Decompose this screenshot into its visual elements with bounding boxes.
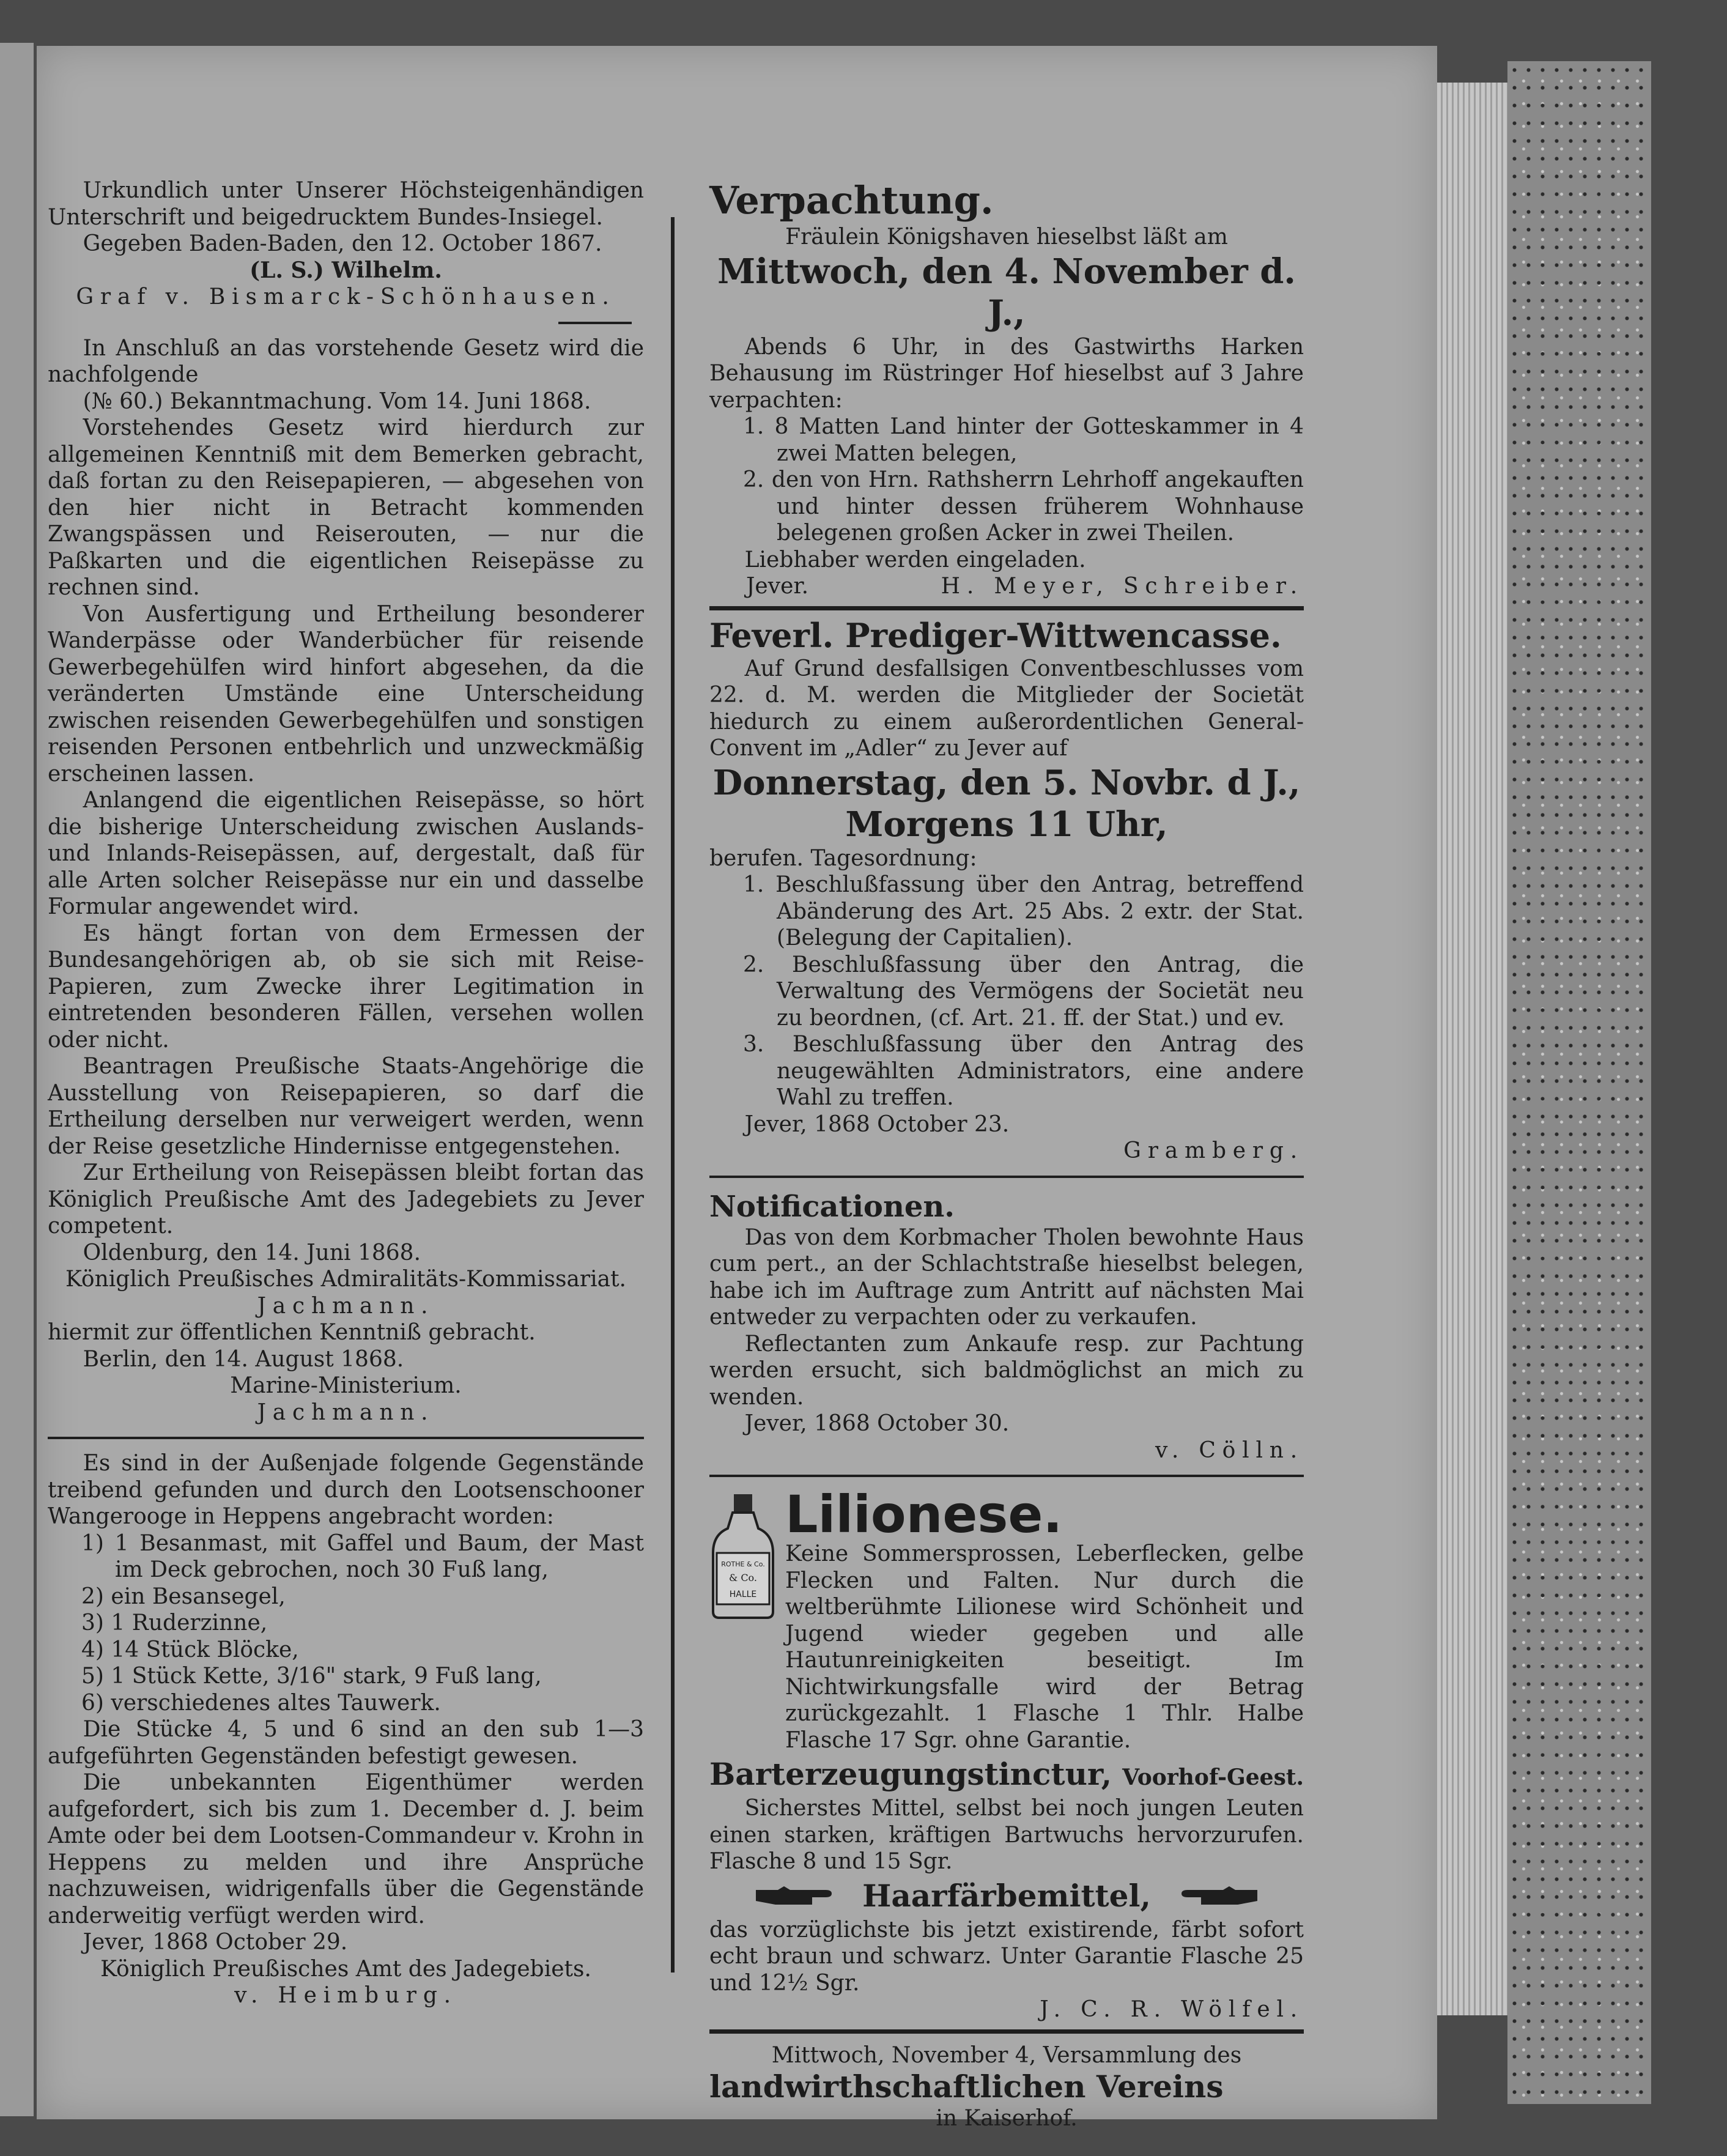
bottle-label-city: HALLE bbox=[729, 1590, 757, 1599]
left-column bbox=[48, 177, 644, 2043]
notice-paragraph: Es hängt fortan von dem Ermessen der Bundesangehörigen ab, ob sie sich mit Reise-Papieren, zum Zwecke ihrer Legitimation in eintretenden besonderen Fällen, versehen wollen oder nicht. bbox=[48, 921, 644, 1053]
notification-body: Reflectanten zum Ankaufe resp. zur Pachtung werden ersucht, sich baldmöglichst an mich zu wenden. bbox=[709, 1331, 1304, 1410]
ad-text-block bbox=[785, 1484, 1304, 1754]
speckled-cover-board bbox=[1507, 61, 1651, 2104]
bottle-label-maker: ROTHE & Co. bbox=[721, 1560, 765, 1568]
pointing-hand-right-icon bbox=[753, 1884, 851, 1908]
ad-signer: J. C. R. Wölfel. bbox=[1040, 1997, 1304, 2022]
found-item: 5) 1 Stück Kette, 3/16" stark, 9 Fuß lang, bbox=[81, 1664, 542, 1689]
lease-item: 2. den von Hrn. Rathsherrn Lehrhoff angekauften und hinter dessen früherem Wohnhause belegenen großen Acker in zwei Theilen. bbox=[743, 467, 1304, 546]
found-items-intro: Es sind in der Außenjade folgende Gegenstände treibend gefunden und durch den Lootsenschooner Wangeroogе in Heppens angebracht worden: bbox=[48, 1451, 644, 1529]
meeting-notice bbox=[709, 2042, 1304, 2132]
found-signer: v. Heimburg. bbox=[234, 1983, 457, 2008]
beard-title: Barterzeugungstinctur, bbox=[709, 1756, 1112, 1792]
meeting-line: Mittwoch, November 4, Versammlung des bbox=[771, 2042, 1242, 2068]
lease-intro: Fräulein Königshaven hieselbst läßt am bbox=[785, 224, 1228, 250]
lease-signer: H. Meyer, Schreiber. bbox=[941, 574, 1304, 599]
found-item: 4) 14 Stück Blöcke, bbox=[81, 1637, 299, 1662]
section-rule bbox=[709, 1176, 1304, 1178]
ad-brand: Lilionese. bbox=[785, 1484, 1063, 1544]
agenda-item: 1. Beschlußfassung über den Antrag, betreffend Abänderung des Art. 25 Abs. 2 extr. der Stat. (Belegung der Capitalien). bbox=[743, 872, 1304, 950]
notice-paragraph: Vorstehendes Gesetz wird hierdurch zur allgemeinen Kenntniß mit dem Bemerken gebracht, daß fortan zu den Reisepapieren, — abgesehen von den hier nicht in Betracht kommenden Zwangspässen und Reiserouten, — nur die Paßkarten und die eigentlichen Reisepässe zu rechnen sind. bbox=[48, 415, 644, 600]
law-closing-text: Urkundlich unter Unserer Höchsteigenhändigen Unterschrift und beigedrucktem Bundes-Insiegel. bbox=[48, 178, 644, 230]
fund-time: Morgens 11 Uhr, bbox=[845, 804, 1168, 845]
column-divider bbox=[671, 217, 675, 1973]
section-rule bbox=[48, 1437, 644, 1439]
dye-title: Haarfärbemittel, bbox=[862, 1877, 1151, 1914]
lease-title: Verpachtung. bbox=[709, 178, 994, 223]
lease-date: Mittwoch, den 4. November d. J., bbox=[717, 251, 1296, 333]
lilionese-ad bbox=[709, 1484, 1304, 1754]
agenda-item: 3. Beschlußfassung über den Antrag des neugewählten Administrators, eine andere Wahl zu treffen. bbox=[743, 1032, 1304, 1110]
notice-paragraph: Anlangend die eigentlichen Reisepässe, so hört die bisherige Unterscheidung zwischen Auslands- und Inlands-Reisepässen, auf, dergestalt, daß für alle Arten solcher Reisepässe nur ein und dasselbe Formular angewendet wird. bbox=[48, 788, 644, 919]
fund-date-line: Jever, 1868 October 23. bbox=[744, 1111, 1010, 1137]
found-item: 6) verschiedenes altes Tauwerk. bbox=[81, 1690, 441, 1716]
found-item: 1) 1 Besanmast, mit Gaffel und Baum, der Mast im Deck gebrochen, noch 30 Fuß lang, bbox=[81, 1530, 644, 1582]
agenda-item: 2. Beschlußfassung über den Antrag, die Verwaltung des Vermögens der Societät neu zu beordnen, (cf. Art. 21. ff. der Stat.) und ev. bbox=[743, 952, 1304, 1031]
page-stack-edge bbox=[1437, 83, 1507, 2015]
countersignature: Graf v. Bismarck-Schönhausen. bbox=[76, 284, 616, 309]
beard-body: Sicherstes Mittel, selbst bei noch jungen Leuten einen starken, kräftigen Bartwuchs hervorzurufen. Flasche 8 und 15 Sgr. bbox=[709, 1796, 1304, 1874]
section-rule bbox=[709, 606, 1304, 610]
berlin-date: Berlin, den 14. August 1868. bbox=[83, 1346, 404, 1372]
fund-title: Feverl. Prediger-Wittwencasse. bbox=[709, 615, 1282, 655]
found-date: Jever, 1868 October 29. bbox=[83, 1930, 348, 1955]
seal-signature: (L. S.) Wilhelm. bbox=[250, 257, 442, 283]
lease-body: Abends 6 Uhr, in des Gastwirths Harken Behausung im Rüstringer Hof hieselbst auf 3 Jahre verpachten: bbox=[709, 334, 1304, 413]
meeting-title: landwirthschaftlichen Vereins bbox=[709, 2069, 1224, 2105]
found-paragraph: Die unbekannten Eigenthümer werden aufgefordert, sich bis zum 1. December d. J. beim Amte oder bei dem Lootsen-Commandeur v. Krohn in Heppens zu melden und ihre Ansprüche nachzuweisen, widrigenfalls über die Gegenstände anderweitig verfügt werden wird. bbox=[48, 1770, 644, 1928]
lease-item: 1. 8 Matten Land hinter der Gotteskammer in 4 zwei Matten belegen, bbox=[743, 414, 1304, 466]
publication-note: hiermit zur öffentlichen Kenntniß gebracht. bbox=[48, 1320, 536, 1345]
notice-paragraph: Beantragen Preußische Staats-Angehörige die Ausstellung von Reisepapieren, so darf die Ertheilung derselben nur verweigert werden, wenn der Reise gesetzliche Hindernisse entgegenstehen. bbox=[48, 1054, 644, 1159]
oldenburg-date: Oldenburg, den 14. Juni 1868. bbox=[83, 1240, 421, 1265]
found-paragraph: Die Stücke 4, 5 und 6 sind an den sub 1—3 aufgeführten Gegenständen befestigt gewesen. bbox=[48, 1717, 644, 1769]
fund-signer: Gramberg. bbox=[1123, 1138, 1304, 1163]
fund-body: Auf Grund desfallsigen Conventbeschlusses vom 22. d. M. werden die Mitglieder der Societät hiedurch zu einem außerordentlichen General-Convent im „Adler“ zu Jever auf bbox=[709, 656, 1304, 761]
signer: Jachmann. bbox=[257, 1399, 435, 1425]
right-column bbox=[709, 177, 1304, 2131]
given-at-line: Gegeben Baden-Baden, den 12. October 1867. bbox=[83, 231, 602, 256]
found-item: 2) ein Besansegel, bbox=[81, 1584, 286, 1609]
notice-paragraph: Von Ausfertigung und Ertheilung besonderer Wanderpässe oder Wanderbücher für reisende Gewerbegehülfen wird hinfort abgesehen, da die veränderten Umstände eine Unterscheidung zwischen reisenden Gewerbegehülfen und sonstigen reisenden Personen entbehrlich und unzweckmäßig erscheinen lassen. bbox=[48, 601, 644, 787]
notification-date: Jever, 1868 October 30. bbox=[744, 1411, 1010, 1436]
short-rule bbox=[558, 322, 632, 324]
notification-body: Das von dem Korbmacher Tholen bewohnte Haus cum pert., an der Schlachtstraße hieselbst belegen, habe ich im Auftrage zum Antritt auf nächsten Mai entweder zu verpachten oder zu verkaufen. bbox=[709, 1224, 1304, 1330]
notice-paragraph: Zur Ertheilung von Reisepässen bleibt fortan das Königlich Preußische Amt des Jadegebiets zu Jever competent. bbox=[48, 1160, 644, 1239]
section-rule bbox=[709, 2029, 1304, 2034]
beard-heading-row bbox=[709, 1754, 1304, 1795]
meeting-place: in Kaiserhof. bbox=[936, 2106, 1078, 2131]
lease-invite: Liebhaber werden eingeladen. bbox=[744, 547, 1086, 572]
annex-intro: In Anschluß an das vorstehende Gesetz wird die nachfolgende bbox=[48, 335, 644, 387]
notification-signer: v. Cölln. bbox=[1155, 1437, 1304, 1463]
fund-date: Donnerstag, den 5. Novbr. d J., bbox=[712, 762, 1301, 803]
notice-heading: (№ 60.) Bekanntmachung. Vom 14. Juni 1868. bbox=[83, 388, 591, 414]
found-authority: Königlich Preußisches Amt des Jadegebiets. bbox=[100, 1956, 591, 1982]
signer: Jachmann. bbox=[257, 1293, 435, 1319]
section-rule bbox=[709, 1475, 1304, 1477]
lease-signature-line bbox=[709, 573, 1304, 600]
lease-place: Jever. bbox=[746, 574, 809, 599]
found-item: 3) 1 Ruderzinne, bbox=[81, 1610, 268, 1636]
issuing-authority: Königlich Preußisches Admiralitäts-Kommissariat. bbox=[65, 1267, 626, 1292]
ministry: Marine-Ministerium. bbox=[230, 1373, 462, 1398]
ad-body: Keine Sommersprossen, Leberflecken, gelbe Flecken und Falten. Nur durch die weltberühmte Lilionese wird Schönheit und Jugend wieder gegeben und alle Hautunreinigkeiten beseitigt. Im Nichtwirkungsfalle wird der Betrag zurückgezahlt. 1 Flasche 1 Thlr. Halbe Flasche 17 Sgr. ohne Garantie. bbox=[785, 1541, 1304, 1753]
left-book-edge bbox=[0, 43, 34, 2116]
dye-heading-row bbox=[709, 1875, 1304, 1917]
bottle-icon bbox=[709, 1492, 777, 1620]
notifications-title: Notificationen. bbox=[709, 1189, 955, 1224]
pointing-hand-left-icon bbox=[1162, 1884, 1260, 1908]
dye-body: das vorzüglichste bis jetzt existirende, färbt sofort echt braun und schwarz. Unter Garantie Flasche 25 und 12½ Sgr. bbox=[709, 1917, 1304, 1996]
bottle-label-co: & Co. bbox=[728, 1572, 758, 1584]
fund-agenda-label: berufen. Tagesordnung: bbox=[709, 845, 977, 871]
beard-place: Voorhof-Geest. bbox=[1122, 1765, 1304, 1790]
